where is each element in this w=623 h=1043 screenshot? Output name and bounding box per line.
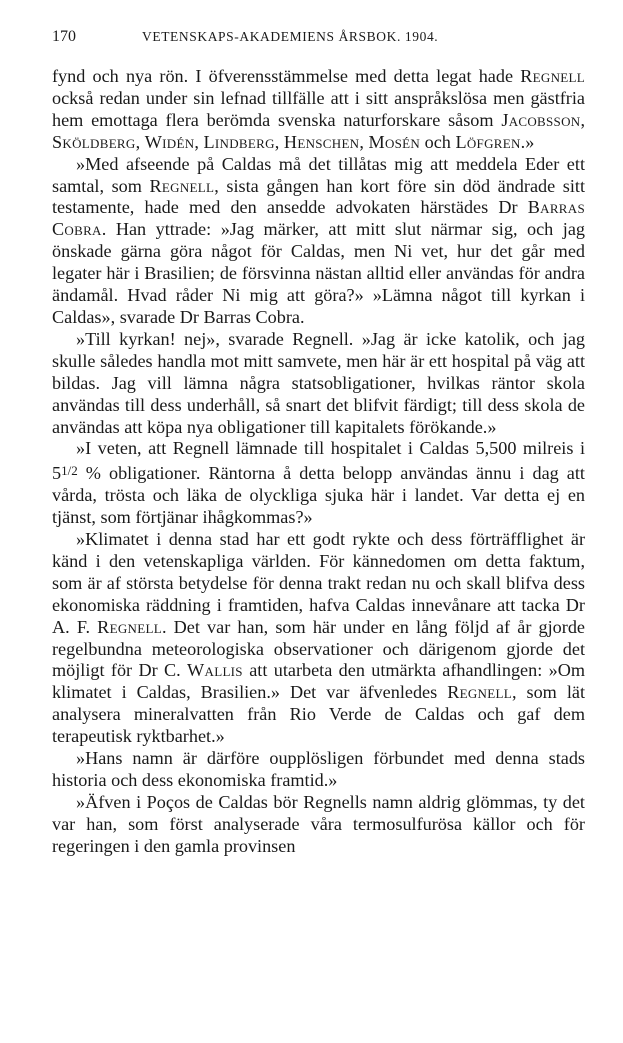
name-small-caps: Regnell xyxy=(149,175,215,196)
text-run: också redan under sin lefnad tillfälle att i sitt anspråkslösa men gästfria hem emottaga flera berömda svenska naturforskare såsom xyxy=(52,87,585,130)
text-run: .» xyxy=(520,131,535,152)
page-header xyxy=(52,28,585,52)
name-small-caps: Löfgren xyxy=(455,131,521,152)
paragraph xyxy=(52,66,585,154)
text-run: »Klimatet i denna stad har ett godt rykte och dess förträfflighet är känd i den vetenskapliga världen. För kännedomen om detta faktum, som är af största betydelse för denna trakt redan nu och skall blifva dess ekonomiska räddning i framtiden, hafva Caldas innevånare att tacka Dr A. F. xyxy=(52,529,585,637)
text-run: »Till kyrkan! nej», svarade Regnell. »Jag är icke katolik, och jag skulle således handla mot mitt samvete, men här är ett hospital på väg att bildas. Jag vill lämna några statsobligationer, hvilkas räntor skola användas till dess underhåll, så snart det blifvit färdigt; till dess skola de användas att köpa nya obligationer till kapitalets förökande.» xyxy=(52,328,585,437)
text-run: . Han yttrade: »Jag märker, att mitt slut närmar sig, och jag önskade gärna göra något för Caldas, men Ni vet, hur det går med legater här i Brasilien; de försvinna nästan alltid eller användas för andra ändamål. Hvad råder Ni mig att göra?» »Lämna något till kyrkan i Caldas», svarade Dr Barras Cobra. xyxy=(52,219,585,327)
text-run: »Äfven i Poços de Caldas bör Regnells namn aldrig glömmas, ty det var han, som först analyserade våra termosulfurösa källor och för regeringen i den gamla provinsen xyxy=(52,791,585,856)
text-run: »I veten, att Regnell lämnade till hospitalet i Caldas 5,500 milreis i 5 xyxy=(52,438,585,484)
text-run: , xyxy=(135,131,145,152)
page-number: 170 xyxy=(52,28,76,45)
name-small-caps: Regnell xyxy=(447,682,512,703)
paragraph xyxy=(52,438,585,529)
name-small-caps: Widén xyxy=(144,131,195,152)
text-run: , xyxy=(274,131,284,152)
text-run: , xyxy=(580,109,585,130)
running-title: VETENSKAPS-AKADEMIENS ÅRSBOK. 1904. xyxy=(142,29,439,44)
text-run: fynd och nya rön. I öfverensstämmelse med detta legat hade xyxy=(52,66,521,86)
fraction: 1/2 xyxy=(61,463,78,479)
name-small-caps: Lindberg xyxy=(203,131,275,152)
document-page xyxy=(52,28,585,858)
text-run: »Hans namn är därföre oupplösligen förbundet med denna stads historia och dess ekonomiska framtid.» xyxy=(52,748,585,790)
text-run: . Det var han, som här under en lång följd af år gjorde regelbundna meteorologiska observationer och därigenom gjorde det möjligt för Dr C. xyxy=(52,616,585,681)
paragraph xyxy=(52,329,585,439)
name-small-caps: Jacobsson xyxy=(501,109,581,130)
name-small-caps: Regnell xyxy=(97,616,162,637)
name-small-caps: Barras Cobra xyxy=(52,197,585,240)
paragraph xyxy=(52,529,585,748)
paragraph xyxy=(52,792,585,858)
paragraph xyxy=(52,748,585,792)
text-run: att utarbeta den utmärkta afhandlingen: »Om klimatet i Caldas, Brasilien.» Det var äfvenledes xyxy=(52,660,585,703)
name-small-caps: Sköldberg xyxy=(52,131,136,152)
text-run: , som lät analysera mineralvatten från Rio Verde de Caldas och gaf dem terapeutisk ryktbarhet.» xyxy=(52,682,585,747)
paragraph xyxy=(52,154,585,329)
name-small-caps: Regnell xyxy=(520,66,585,86)
body-text xyxy=(52,66,585,858)
text-run: »Med afseende på Caldas må det tillåtas mig att meddela Eder ett samtal, som xyxy=(52,153,585,196)
text-run: , xyxy=(359,131,369,152)
text-run: % obligationer. Räntorna å detta belopp användas ännu i dag att vårda, trösta och läka de olyckliga sjuka här i landet. Var detta ej en tjänst, som förtjänar ihågkommas?» xyxy=(52,463,585,528)
text-run: , xyxy=(194,131,204,152)
name-small-caps: Henschen xyxy=(283,131,360,152)
text-run: , sista gången han kort före sin död ändrade sitt testamente, hade med den ansedde advokaten härstädes Dr xyxy=(52,175,585,218)
name-small-caps: Wallis xyxy=(187,660,243,681)
name-small-caps: Mosén xyxy=(368,131,421,152)
text-run: och xyxy=(420,131,456,152)
